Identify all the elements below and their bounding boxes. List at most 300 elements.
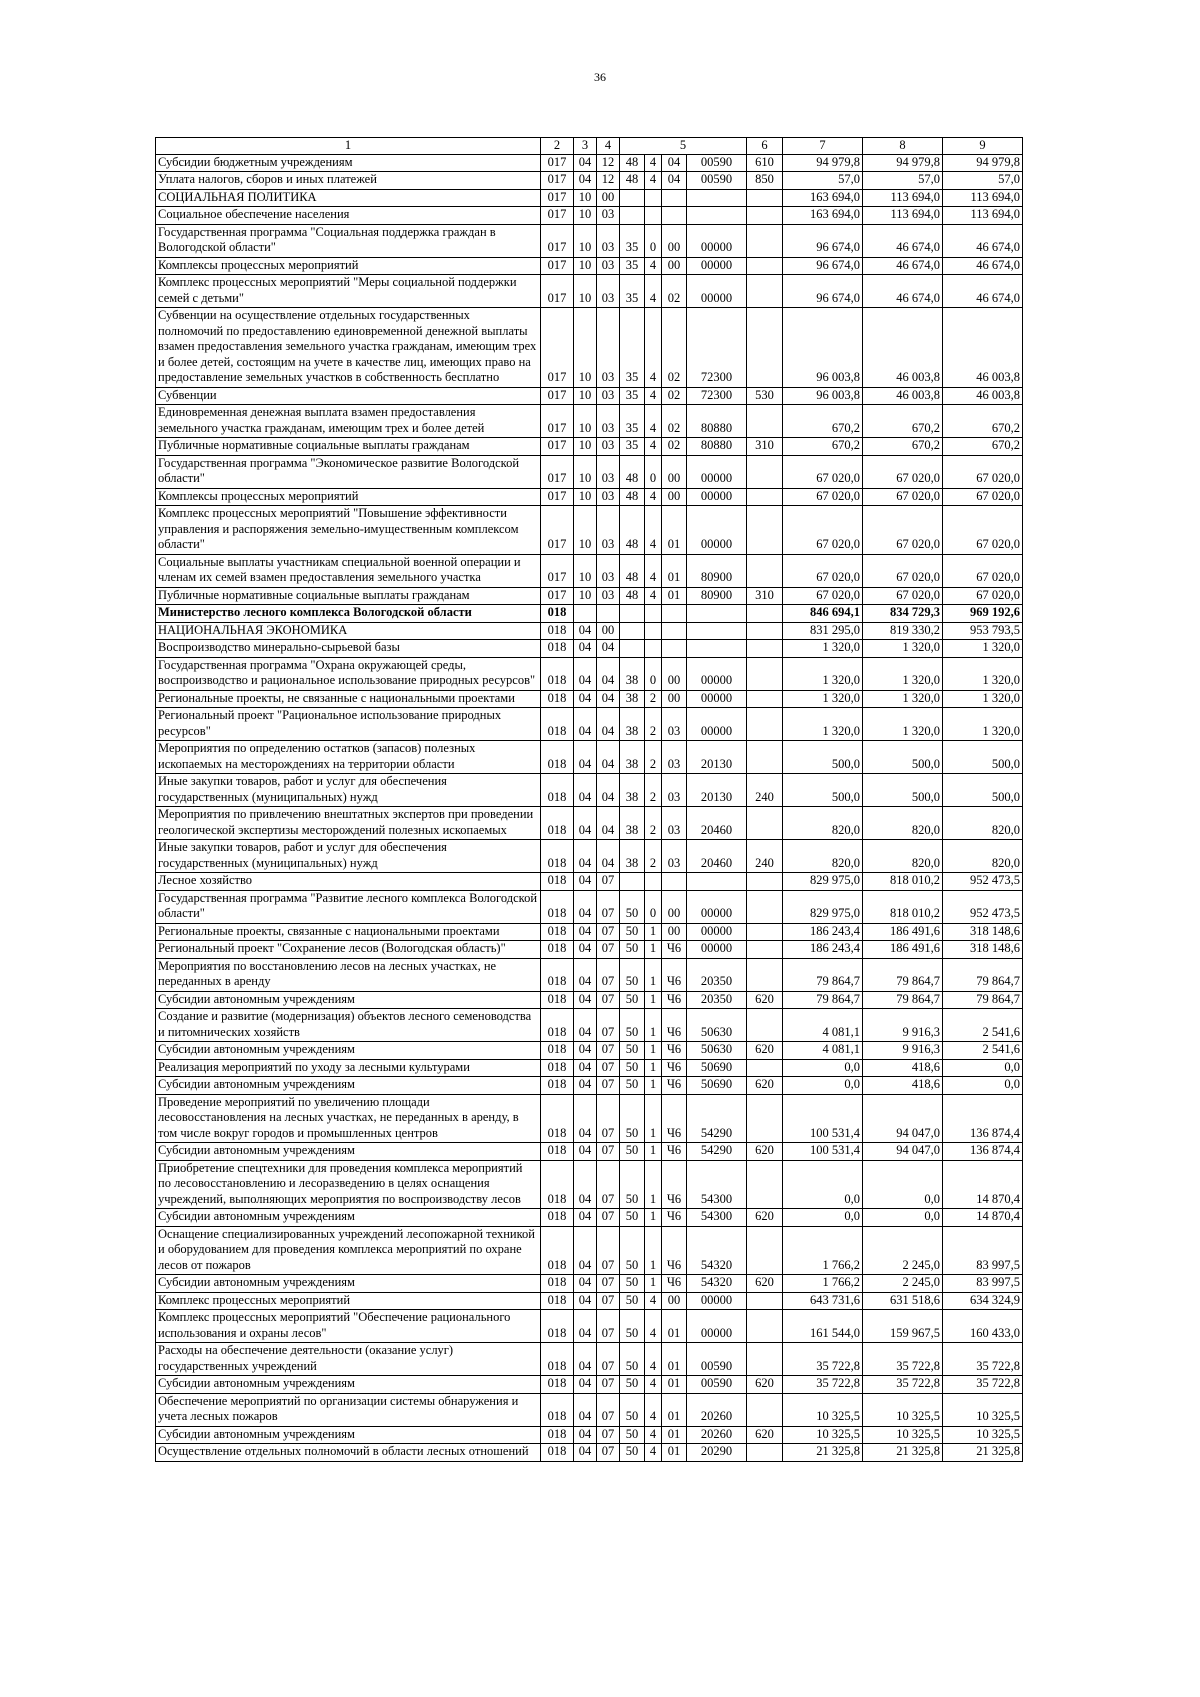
code-cell: 07	[597, 873, 620, 891]
code-cell: 20350	[687, 991, 747, 1009]
code-cell: 04	[574, 774, 597, 807]
code-cell: 35	[620, 405, 645, 438]
code-cell: 48	[620, 506, 645, 555]
code-cell: Ч6	[662, 941, 687, 959]
amount-cell: 57,0	[783, 172, 863, 190]
code-cell	[747, 941, 783, 959]
table-row	[156, 1094, 1023, 1143]
code-cell: 04	[597, 741, 620, 774]
code-cell: 2	[645, 690, 662, 708]
amount-cell: 9 916,3	[863, 1009, 943, 1042]
code-cell: 04	[574, 923, 597, 941]
column-header: 8	[863, 138, 943, 155]
code-cell: 10	[574, 224, 597, 257]
code-cell: 00000	[687, 690, 747, 708]
code-cell	[747, 405, 783, 438]
amount-cell: 67 020,0	[783, 506, 863, 555]
code-cell: 017	[541, 438, 574, 456]
table-row	[156, 1143, 1023, 1161]
code-cell: 1	[645, 1077, 662, 1095]
code-cell: 00000	[687, 890, 747, 923]
code-cell	[645, 207, 662, 225]
code-cell	[620, 640, 645, 658]
amount-cell: 953 793,5	[943, 622, 1023, 640]
table-row	[156, 224, 1023, 257]
row-label: Региональные проекты, связанные с национальными проектами	[156, 923, 541, 941]
amount-cell: 820,0	[783, 840, 863, 873]
code-cell: 4	[645, 308, 662, 388]
amount-cell: 0,0	[943, 1077, 1023, 1095]
code-cell: 50	[620, 1376, 645, 1394]
row-label: Комплекс процессных мероприятий "Обеспечение рационального использования и охраны лесов"	[156, 1310, 541, 1343]
amount-cell: 0,0	[783, 1160, 863, 1209]
code-cell: 38	[620, 741, 645, 774]
code-cell: 07	[597, 1094, 620, 1143]
amount-cell: 829 975,0	[783, 873, 863, 891]
amount-cell: 0,0	[943, 1059, 1023, 1077]
code-cell	[747, 807, 783, 840]
code-cell: 017	[541, 224, 574, 257]
amount-cell: 1 320,0	[863, 690, 943, 708]
code-cell	[747, 308, 783, 388]
code-cell	[662, 189, 687, 207]
code-cell: 50630	[687, 1009, 747, 1042]
table-row	[156, 873, 1023, 891]
code-cell: 00000	[687, 1310, 747, 1343]
table-row	[156, 741, 1023, 774]
code-cell: 04	[574, 741, 597, 774]
amount-cell: 161 544,0	[783, 1310, 863, 1343]
table-row	[156, 438, 1023, 456]
code-cell: 10	[574, 488, 597, 506]
amount-cell: 96 674,0	[783, 224, 863, 257]
table-row	[156, 1042, 1023, 1060]
code-cell: 01	[662, 587, 687, 605]
table-row	[156, 1009, 1023, 1042]
amount-cell: 35 722,8	[863, 1376, 943, 1394]
amount-cell: 1 320,0	[783, 690, 863, 708]
code-cell: 03	[597, 587, 620, 605]
amount-cell: 952 473,5	[943, 890, 1023, 923]
amount-cell: 0,0	[863, 1160, 943, 1209]
table-row	[156, 958, 1023, 991]
code-cell: 04	[597, 640, 620, 658]
code-cell: 2	[645, 774, 662, 807]
amount-cell: 318 148,6	[943, 923, 1023, 941]
code-cell: 04	[574, 1160, 597, 1209]
code-cell: 10	[574, 405, 597, 438]
code-cell: 00	[662, 455, 687, 488]
code-cell: 50	[620, 1343, 645, 1376]
code-cell	[747, 1292, 783, 1310]
code-cell: 00000	[687, 257, 747, 275]
code-cell: 018	[541, 1275, 574, 1293]
code-cell: 35	[620, 308, 645, 388]
code-cell: 03	[597, 554, 620, 587]
amount-cell: 67 020,0	[783, 488, 863, 506]
row-label: Иные закупки товаров, работ и услуг для обеспечения государственных (муниципальных) нужд	[156, 774, 541, 807]
code-cell: 07	[597, 1077, 620, 1095]
code-cell: 850	[747, 172, 783, 190]
code-cell: 04	[574, 1143, 597, 1161]
code-cell: 10	[574, 308, 597, 388]
code-cell: 04	[574, 172, 597, 190]
code-cell: 50630	[687, 1042, 747, 1060]
code-cell: Ч6	[662, 1143, 687, 1161]
code-cell: 03	[597, 387, 620, 405]
code-cell: 54290	[687, 1143, 747, 1161]
code-cell: Ч6	[662, 1275, 687, 1293]
amount-cell: 79 864,7	[863, 958, 943, 991]
code-cell: 620	[747, 1209, 783, 1227]
code-cell: 018	[541, 923, 574, 941]
amount-cell: 46 003,8	[863, 387, 943, 405]
code-cell: 35	[620, 387, 645, 405]
amount-cell: 79 864,7	[863, 991, 943, 1009]
code-cell: 1	[645, 1275, 662, 1293]
table-row	[156, 605, 1023, 623]
code-cell: 72300	[687, 308, 747, 388]
amount-cell: 670,2	[943, 405, 1023, 438]
column-header: 6	[747, 138, 783, 155]
amount-cell: 14 870,4	[943, 1160, 1023, 1209]
amount-cell: 163 694,0	[783, 207, 863, 225]
amount-cell: 2 245,0	[863, 1275, 943, 1293]
code-cell: 620	[747, 1077, 783, 1095]
code-cell: 04	[574, 640, 597, 658]
code-cell: 240	[747, 840, 783, 873]
code-cell: 48	[620, 488, 645, 506]
code-cell: 00000	[687, 506, 747, 555]
code-cell	[620, 873, 645, 891]
amount-cell: 46 674,0	[943, 275, 1023, 308]
code-cell: 12	[597, 172, 620, 190]
code-cell: 04	[574, 991, 597, 1009]
code-cell: 04	[574, 873, 597, 891]
amount-cell: 846 694,1	[783, 605, 863, 623]
code-cell: 20290	[687, 1444, 747, 1462]
table-row	[156, 154, 1023, 172]
table-row	[156, 1426, 1023, 1444]
code-cell: 04	[574, 1292, 597, 1310]
amount-cell: 500,0	[783, 774, 863, 807]
amount-cell: 46 003,8	[943, 387, 1023, 405]
code-cell: 48	[620, 455, 645, 488]
code-cell: 10	[574, 438, 597, 456]
code-cell: 00	[662, 1292, 687, 1310]
code-cell: 03	[662, 708, 687, 741]
code-cell: Ч6	[662, 1209, 687, 1227]
amount-cell: 46 674,0	[943, 224, 1023, 257]
code-cell: 50	[620, 1209, 645, 1227]
table-row	[156, 554, 1023, 587]
code-cell: 20460	[687, 840, 747, 873]
code-cell: 4	[645, 554, 662, 587]
amount-cell: 318 148,6	[943, 941, 1023, 959]
amount-cell: 1 320,0	[943, 657, 1023, 690]
amount-cell: 820,0	[943, 840, 1023, 873]
code-cell: 35	[620, 438, 645, 456]
row-label: Обеспечение мероприятий по организации системы обнаружения и учета лесных пожаров	[156, 1393, 541, 1426]
code-cell: 04	[574, 154, 597, 172]
code-cell: 02	[662, 405, 687, 438]
code-cell: Ч6	[662, 1094, 687, 1143]
code-cell: 03	[662, 840, 687, 873]
amount-cell: 1 320,0	[863, 708, 943, 741]
code-cell: 03	[597, 224, 620, 257]
code-cell: 4	[645, 1292, 662, 1310]
amount-cell: 96 674,0	[783, 257, 863, 275]
table-row	[156, 1292, 1023, 1310]
amount-cell: 10 325,5	[863, 1426, 943, 1444]
code-cell: 017	[541, 275, 574, 308]
code-cell: 4	[645, 1310, 662, 1343]
row-label: Государственная программа "Социальная поддержка граждан в Вологодской области"	[156, 224, 541, 257]
amount-cell: 67 020,0	[943, 488, 1023, 506]
code-cell: 00	[662, 224, 687, 257]
code-cell	[747, 640, 783, 658]
code-cell: 38	[620, 807, 645, 840]
amount-cell: 4 081,1	[783, 1042, 863, 1060]
code-cell: 50	[620, 991, 645, 1009]
table-row	[156, 1226, 1023, 1275]
row-label: Реализация мероприятий по уходу за лесными культурами	[156, 1059, 541, 1077]
amount-cell: 1 320,0	[943, 690, 1023, 708]
code-cell	[747, 690, 783, 708]
amount-cell: 186 491,6	[863, 941, 943, 959]
code-cell: 1	[645, 1009, 662, 1042]
table-row	[156, 890, 1023, 923]
code-cell	[747, 873, 783, 891]
amount-cell: 9 916,3	[863, 1042, 943, 1060]
amount-cell: 67 020,0	[863, 554, 943, 587]
code-cell	[747, 1094, 783, 1143]
amount-cell: 163 694,0	[783, 189, 863, 207]
code-cell: 017	[541, 257, 574, 275]
table-row	[156, 1444, 1023, 1462]
row-label: Комплексы процессных мероприятий	[156, 488, 541, 506]
amount-cell: 820,0	[783, 807, 863, 840]
code-cell	[687, 189, 747, 207]
row-label: Приобретение спецтехники для проведения комплекса мероприятий по лесовосстановлению и лесоразведению в целях оснащения учреждений, выполняющих мероприятия по воспроизводству лесов	[156, 1160, 541, 1209]
code-cell: 02	[662, 387, 687, 405]
code-cell: 38	[620, 840, 645, 873]
table-row	[156, 207, 1023, 225]
row-label: Мероприятия по определению остатков (запасов) полезных ископаемых на месторождениях на территории области	[156, 741, 541, 774]
column-header: 5	[620, 138, 747, 155]
code-cell: 00	[662, 890, 687, 923]
code-cell: 1	[645, 1059, 662, 1077]
table-row	[156, 923, 1023, 941]
amount-cell: 500,0	[863, 741, 943, 774]
table-row	[156, 1393, 1023, 1426]
code-cell: 50	[620, 1426, 645, 1444]
code-cell: 018	[541, 958, 574, 991]
code-cell: 017	[541, 405, 574, 438]
row-label: Уплата налогов, сборов и иных платежей	[156, 172, 541, 190]
table-row	[156, 275, 1023, 308]
code-cell: 017	[541, 154, 574, 172]
code-cell: 0	[645, 224, 662, 257]
code-cell: 017	[541, 587, 574, 605]
code-cell: 1	[645, 958, 662, 991]
code-cell	[747, 1226, 783, 1275]
code-cell: 50690	[687, 1059, 747, 1077]
table-row	[156, 657, 1023, 690]
amount-cell: 35 722,8	[943, 1343, 1023, 1376]
code-cell: 03	[662, 774, 687, 807]
row-label: Мероприятия по привлечению внештатных экспертов при проведении геологической экспертизы месторождений полезных ископаемых	[156, 807, 541, 840]
page-number: 36	[594, 70, 606, 84]
row-label: Иные закупки товаров, работ и услуг для обеспечения государственных (муниципальных) нужд	[156, 840, 541, 873]
code-cell: 1	[645, 1226, 662, 1275]
code-cell: 00000	[687, 275, 747, 308]
code-cell: Ч6	[662, 1042, 687, 1060]
code-cell: 50690	[687, 1077, 747, 1095]
code-cell: 017	[541, 308, 574, 388]
amount-cell: 2 541,6	[943, 1042, 1023, 1060]
amount-cell: 113 694,0	[943, 207, 1023, 225]
code-cell: 4	[645, 154, 662, 172]
amount-cell: 820,0	[943, 807, 1023, 840]
code-cell: 20350	[687, 958, 747, 991]
code-cell	[662, 873, 687, 891]
code-cell: 07	[597, 941, 620, 959]
code-cell: 54320	[687, 1226, 747, 1275]
code-cell: 018	[541, 1042, 574, 1060]
amount-cell: 1 766,2	[783, 1226, 863, 1275]
code-cell	[747, 488, 783, 506]
code-cell: 07	[597, 1310, 620, 1343]
code-cell	[662, 207, 687, 225]
code-cell: 07	[597, 1160, 620, 1209]
row-label: Субсидии автономным учреждениям	[156, 1143, 541, 1161]
amount-cell: 79 864,7	[943, 958, 1023, 991]
code-cell: Ч6	[662, 1226, 687, 1275]
row-label: Комплекс процессных мероприятий "Повышение эффективности управления и распоряжения земельно-имущественным комплексом области"	[156, 506, 541, 555]
table-row	[156, 991, 1023, 1009]
code-cell: 04	[597, 774, 620, 807]
code-cell: 620	[747, 991, 783, 1009]
code-cell: 03	[662, 741, 687, 774]
code-cell	[574, 605, 597, 623]
amount-cell: 113 694,0	[863, 207, 943, 225]
amount-cell: 500,0	[943, 741, 1023, 774]
code-cell: 0	[645, 455, 662, 488]
code-cell: 4	[645, 1343, 662, 1376]
row-label: Комплексы процессных мероприятий	[156, 257, 541, 275]
code-cell: 35	[620, 275, 645, 308]
row-label: Создание и развитие (модернизация) объектов лесного семеноводства и питомнических хозяйств	[156, 1009, 541, 1042]
amount-cell: 35 722,8	[863, 1343, 943, 1376]
code-cell: 04	[574, 1343, 597, 1376]
code-cell: 2	[645, 741, 662, 774]
code-cell	[747, 1444, 783, 1462]
amount-cell: 10 325,5	[783, 1393, 863, 1426]
code-cell: 018	[541, 1226, 574, 1275]
code-cell: 4	[645, 1393, 662, 1426]
amount-cell: 0,0	[863, 1209, 943, 1227]
code-cell: 04	[574, 690, 597, 708]
code-cell: 03	[597, 207, 620, 225]
code-cell	[747, 958, 783, 991]
code-cell: 03	[597, 488, 620, 506]
row-label: Социальные выплаты участникам специальной военной операции и членам их семей взамен предоставления земельного участка	[156, 554, 541, 587]
code-cell: 4	[645, 438, 662, 456]
code-cell: 018	[541, 991, 574, 1009]
code-cell: 04	[574, 622, 597, 640]
amount-cell: 67 020,0	[863, 587, 943, 605]
code-cell: 018	[541, 1444, 574, 1462]
code-cell: 38	[620, 690, 645, 708]
amount-cell: 500,0	[783, 741, 863, 774]
code-cell	[687, 605, 747, 623]
amount-cell: 94 047,0	[863, 1094, 943, 1143]
code-cell: 54320	[687, 1275, 747, 1293]
row-label: Социальное обеспечение населения	[156, 207, 541, 225]
code-cell: 620	[747, 1143, 783, 1161]
code-cell: 0	[645, 657, 662, 690]
table-row	[156, 1160, 1023, 1209]
code-cell: 018	[541, 640, 574, 658]
code-cell: 018	[541, 1160, 574, 1209]
code-cell: 2	[645, 708, 662, 741]
code-cell: 017	[541, 506, 574, 555]
code-cell: 00	[662, 657, 687, 690]
code-cell: 10	[574, 506, 597, 555]
code-cell: 04	[574, 890, 597, 923]
amount-cell: 670,2	[943, 438, 1023, 456]
amount-cell: 46 003,8	[943, 308, 1023, 388]
row-label: Лесное хозяйство	[156, 873, 541, 891]
amount-cell: 186 491,6	[863, 923, 943, 941]
amount-cell: 160 433,0	[943, 1310, 1023, 1343]
code-cell: 07	[597, 890, 620, 923]
amount-cell: 46 674,0	[863, 275, 943, 308]
code-cell: 10	[574, 207, 597, 225]
amount-cell: 67 020,0	[943, 455, 1023, 488]
row-label: Субвенции	[156, 387, 541, 405]
amount-cell: 67 020,0	[783, 587, 863, 605]
code-cell: 02	[662, 308, 687, 388]
code-cell	[645, 640, 662, 658]
code-cell: Ч6	[662, 991, 687, 1009]
column-header: 2	[541, 138, 574, 155]
amount-cell: 500,0	[943, 774, 1023, 807]
code-cell: 620	[747, 1042, 783, 1060]
table-row	[156, 807, 1023, 840]
row-label: Государственная программа "Экономическое развитие Вологодской области"	[156, 455, 541, 488]
amount-cell: 2 245,0	[863, 1226, 943, 1275]
amount-cell: 46 003,8	[863, 308, 943, 388]
code-cell	[747, 708, 783, 741]
code-cell: 50	[620, 1059, 645, 1077]
code-cell: 530	[747, 387, 783, 405]
code-cell: 01	[662, 506, 687, 555]
code-cell: 50	[620, 1160, 645, 1209]
row-label: Региональный проект "Рациональное использование природных ресурсов"	[156, 708, 541, 741]
code-cell: 35	[620, 224, 645, 257]
amount-cell: 10 325,5	[943, 1393, 1023, 1426]
amount-cell: 670,2	[863, 438, 943, 456]
amount-cell: 79 864,7	[943, 991, 1023, 1009]
code-cell: 04	[574, 1009, 597, 1042]
code-cell: 02	[662, 275, 687, 308]
code-cell	[747, 275, 783, 308]
amount-cell: 500,0	[863, 774, 943, 807]
code-cell: 38	[620, 657, 645, 690]
code-cell: 018	[541, 1292, 574, 1310]
